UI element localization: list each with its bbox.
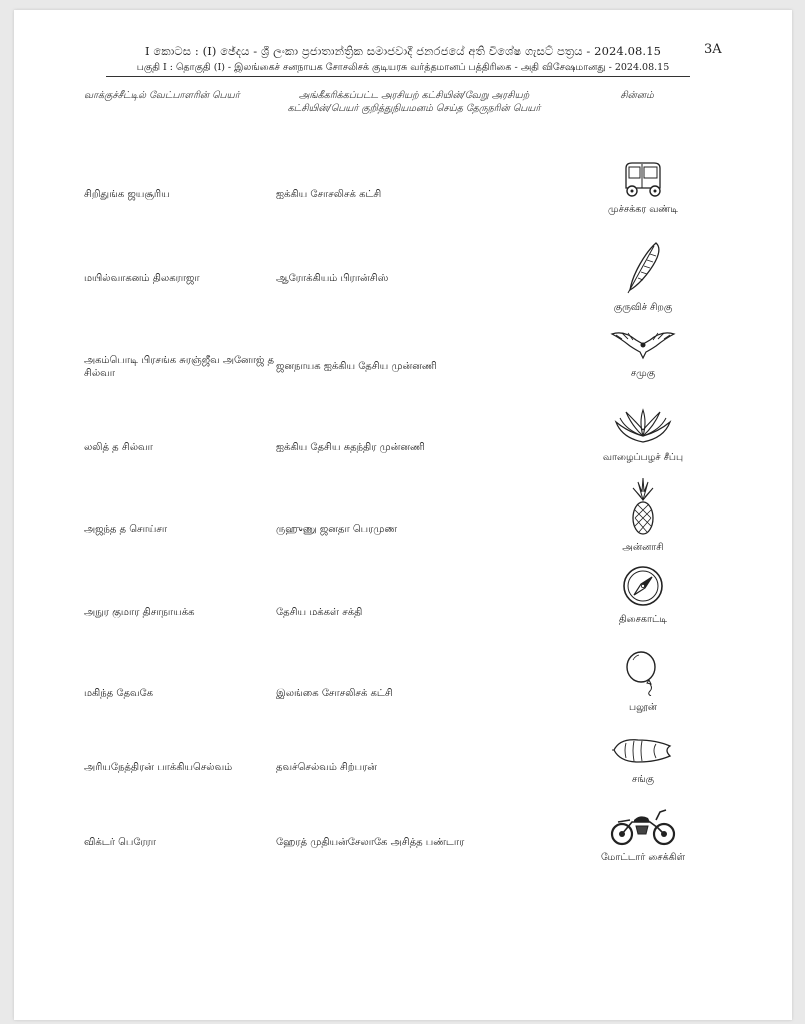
motorcycle-icon bbox=[610, 806, 676, 846]
symbol-label: வாழைப்பழச் சீப்பு bbox=[602, 452, 684, 463]
eagle-icon bbox=[610, 328, 676, 362]
symbol-cell bbox=[600, 160, 686, 216]
party-name: தேசிய மக்கள் சக்தி bbox=[276, 607, 363, 618]
feather-icon bbox=[620, 240, 666, 296]
party-name: ஐக்கிய சோசலிசக் கட்சி bbox=[276, 189, 382, 200]
symbol-cell bbox=[600, 478, 686, 554]
symbol-label: அன்னாசி bbox=[622, 542, 664, 553]
candidate-name: அரியநேத்திரன் பாக்கியசெல்வம் bbox=[84, 762, 233, 773]
symbol-cell bbox=[600, 806, 686, 864]
candidate-name: மயில்வாகனம் திலகராஜா bbox=[84, 273, 200, 284]
gazette-header-sinhala: I කොටස : (I) ඡේදය - ශ්‍රී ලංකා ප්‍රජාතාන්ත්‍රික සමාජවාදී ජනරජයේ අති විශේෂ ගැසට් පත්‍රය - 2024.08.15 bbox=[144, 44, 662, 58]
symbol-cell bbox=[600, 564, 686, 626]
balloon-icon bbox=[623, 650, 663, 696]
candidate-name: அநுர குமார திசாநாயக்க bbox=[84, 607, 195, 618]
three-wheeler-icon bbox=[620, 160, 666, 198]
column-header-candidate: வாக்குச்சீட்டில் வேட்பாளரின் பெயர் bbox=[84, 90, 240, 101]
symbol-label: சமுகு bbox=[630, 368, 656, 379]
gazette-page bbox=[14, 10, 792, 1020]
conch-icon bbox=[612, 734, 674, 768]
column-header-party: அங்கீகரிக்கப்பட்ட அரசியற் கட்சியின்/வேறு அரசியற் கட்சியின்/பெயர் குறித்துநியமனம் செய்த தேருநரின் பெயர் bbox=[287, 90, 541, 114]
party-name: ஹேரத் முதியன்சேலாகே அசித்த பண்டார bbox=[276, 837, 465, 848]
symbol-label: மோட்டார் சைக்கிள் bbox=[600, 852, 686, 863]
banana-bunch-icon bbox=[612, 408, 674, 446]
candidate-name: லலித் த சில்வா bbox=[84, 442, 153, 453]
candidate-name: சிறிதுங்க ஜயசூரிய bbox=[84, 189, 170, 200]
candidate-name: மகிந்த தேவகே bbox=[84, 688, 154, 699]
symbol-label: குருவிச் சிறகு bbox=[613, 302, 673, 313]
symbol-label: முச்சக்கர வண்டி bbox=[608, 204, 678, 215]
party-name: ஜனநாயக ஐக்கிய தேசிய முன்னணி bbox=[276, 361, 437, 372]
page-number: 3A bbox=[704, 42, 722, 57]
symbol-cell bbox=[600, 650, 686, 714]
gazette-header-tamil: பகுதி I : தொகுதி (I) - இலங்கைச் சனநாயக சோசலிசக் குடியரசு வர்த்தமானப் பத்திரிகை - அதி விசேஷமானது - 2024.08.15 bbox=[136, 62, 670, 73]
party-name: ஆரோக்கியம் பிரான்சிஸ் bbox=[276, 273, 389, 284]
symbol-cell bbox=[600, 240, 686, 314]
pineapple-icon bbox=[628, 478, 658, 536]
symbol-cell bbox=[600, 408, 686, 464]
party-name: இலங்கை சோசலிசக் கட்சி bbox=[276, 688, 393, 699]
party-name: ருஹுணு ஜனதா பெரமுண bbox=[276, 524, 398, 535]
candidate-name: விக்டர் பெரேரா bbox=[84, 837, 157, 848]
header-rule bbox=[106, 76, 690, 77]
candidate-name: அகம்பொடி பிரசங்க சுரஞ்ஜீவ அனோஜ் த சில்வா bbox=[84, 355, 275, 379]
symbol-cell bbox=[600, 328, 686, 380]
compass-icon bbox=[621, 564, 665, 608]
column-header-symbol: சின்னம் bbox=[620, 90, 654, 101]
party-name: தவச்செல்வம் சிற்பரன் bbox=[276, 762, 377, 773]
symbol-label: சங்கு bbox=[632, 774, 654, 785]
candidate-name: அஜந்த த சொய்சா bbox=[84, 524, 168, 535]
party-name: ஐக்கிய தேசிய சுதந்திர முன்னணி bbox=[276, 442, 425, 453]
symbol-label: திசைகாட்டி bbox=[618, 614, 668, 625]
symbol-cell bbox=[600, 734, 686, 786]
symbol-label: பலூன் bbox=[629, 702, 657, 713]
